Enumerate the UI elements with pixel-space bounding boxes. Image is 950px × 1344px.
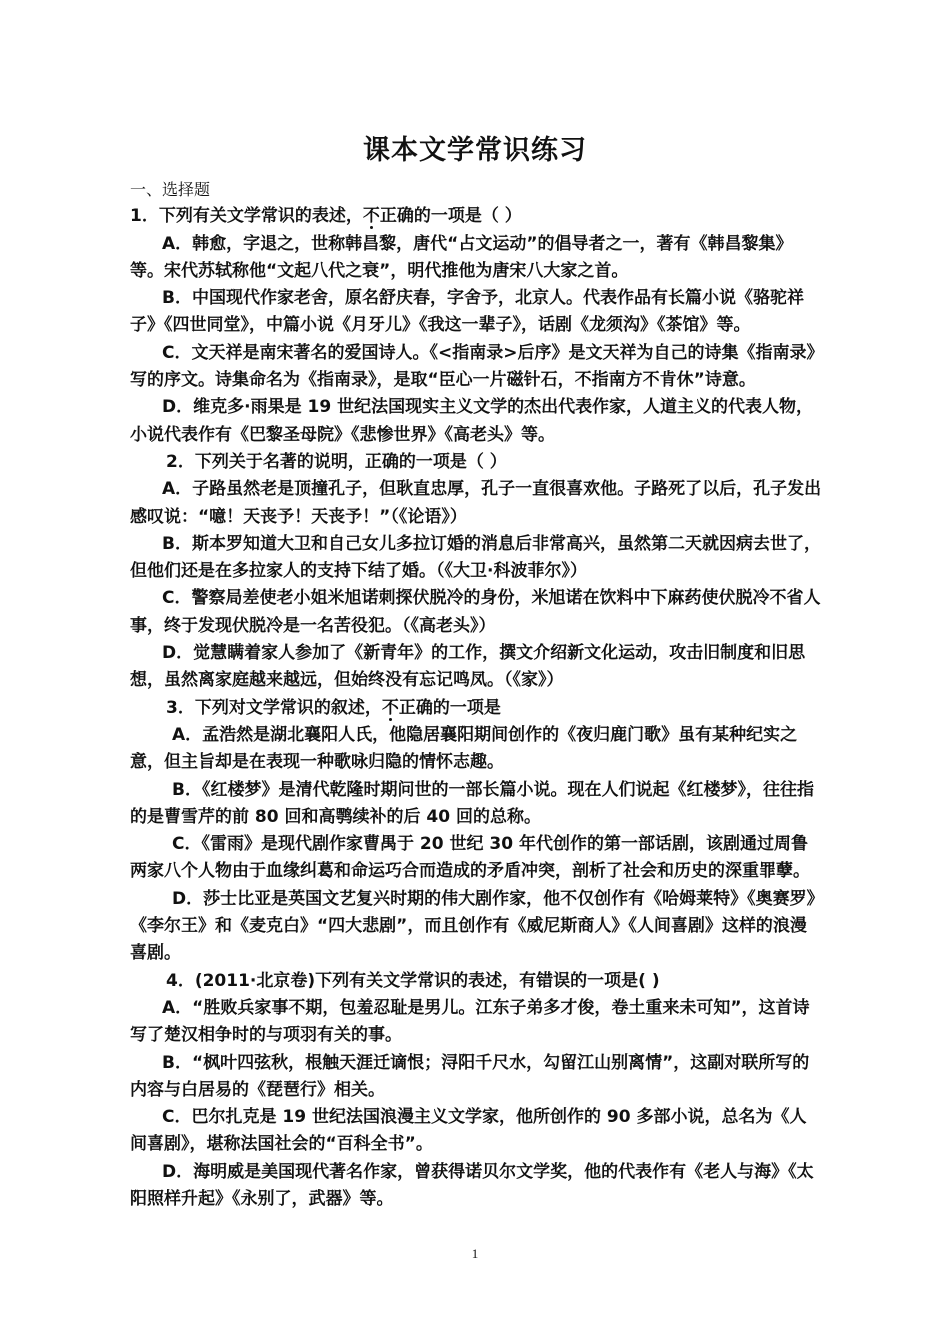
option-b: B．《红楼梦》是清代乾隆时期问世的一部长篇小说。现在人们说起《红楼梦》，往往指的是曹雪芹的前 80 回和高鹗续补的后 40 回的总称。 <box>130 779 814 827</box>
option-c: C．《雷雨》是现代剧作家曹禺于 20 世纪 30 年代创作的第一部话剧，该剧通过周鲁两家八个人物由于血缘纠葛和命运巧合而造成的矛盾冲突，剖析了社会和历史的深重罪孽。 <box>130 834 810 882</box>
question-4 <box>130 968 822 1214</box>
page-title: 课本文学常识练习 <box>363 135 587 166</box>
option-a: A．韩愈，字退之，世称韩昌黎，唐代“占文运动”的倡导者之一，著有《韩昌黎集》等。宋代苏轼称他“文起八代之衰”，明代推他为唐宋八大家之首。 <box>130 233 793 281</box>
option-a: A．孟浩然是湖北襄阳人氏，他隐居襄阳期间创作的《夜归鹿门歌》虽有某种纪实之意，但主旨却是在表现一种歌咏归隐的情怀志趣。 <box>130 724 798 773</box>
question-1 <box>130 203 822 449</box>
option-d: D．觉慧瞒着家人参加了《新青年》的工作，撰文介绍新文化运动，攻击旧制度和旧思想，虽然离家庭越来越远，但始终没有忘记鸣凤。（《家》） <box>130 643 806 691</box>
option-a: A．子路虽然老是顶撞孔子，但耿直忠厚，孔子一直很喜欢他。子路死了以后，孔子发出感叹说：“噫！天丧予！天丧予！”（《论语》） <box>130 479 822 527</box>
option-b: B．中国现代作家老舍，原名舒庆春，字舍予，北京人。代表作品有长篇小说《骆驼祥子》《四世同堂》，中篇小说《月牙儿》《我这一辈子》，话剧《龙须沟》《茶馆》等。 <box>130 288 804 336</box>
question-2 <box>130 449 822 695</box>
question-3 <box>130 695 822 968</box>
question-stem: 3．下列对文学常识的叙述，不正确的一项是 <box>166 697 501 718</box>
option-c: C．警察局差使老小姐米旭诺刺探伏脱冷的身份，米旭诺在饮料中下麻药使伏脱冷不省人事，终于发现伏脱冷是一名苦役犯。（《高老头》） <box>130 588 821 636</box>
option-d: D．海明威是美国现代著名作家，曾获得诺贝尔文学奖，他的代表作有《老人与海》《太阳照样升起》《永别了，武器》等。 <box>130 1161 814 1209</box>
option-d: D．维克多·雨果是 19 世纪法国现实主义文学的杰出代表作家，人道主义的代表人物，小说代表作有《巴黎圣母院》《悲惨世界》《高老头》等。 <box>130 397 814 445</box>
section-heading: 一、选择题 <box>130 180 211 199</box>
emphasis-dot-char: 不 <box>381 697 399 718</box>
option-c: C．巴尔扎克是 19 世纪法国浪漫主义文学家，他所创作的 90 多部小说，总名为《人间喜剧》，堪称法国社会的“百科全书”。 <box>130 1107 807 1155</box>
question-stem: 2．下列关于名著的说明，正确的一项是（ ） <box>166 451 507 472</box>
question-stem: 4．(2011·北京卷)下列有关文学常识的表述，有错误的一项是( ) <box>166 970 660 991</box>
emphasis-dot-char: 不 <box>362 206 380 227</box>
page-number: 1 <box>471 1246 479 1261</box>
option-d: D．莎士比亚是英国文艺复兴时期的伟大剧作家，他不仅创作有《哈姆莱特》《奥赛罗》《李尔王》和《麦克白》“四大悲剧”，而且创作有《威尼斯商人》《人间喜剧》这样的浪漫喜剧。 <box>130 888 816 964</box>
option-b: B．“枫叶四弦秋，根触天涯迁谪恨；浔阳千尺水，勾留江山别离情”，这副对联所写的内容与白居易的《琵琶行》相关。 <box>130 1052 810 1100</box>
document-body <box>130 176 822 1213</box>
option-c: C．文天祥是南宋著名的爱国诗人。《<指南录>后序》是文天祥为自己的诗集《指南录》写的序文。诗集命名为《指南录》，是取“臣心一片磁针石，不指南方不肯休”诗意。 <box>130 342 815 391</box>
question-stem: 1．下列有关文学常识的表述，不正确的一项是（ ） <box>130 206 522 227</box>
option-a: A．“胜败兵家事不期，包羞忍耻是男儿。江东子弟多才俊，卷土重来未可知”，这首诗写了楚汉相争时的与项羽有关的事。 <box>130 997 810 1046</box>
option-b: B．斯本罗知道大卫和自己女儿多拉订婚的消息后非常高兴，虽然第二天就因病去世了，但他们还是在多拉家人的支持下结了婚。（《大卫·科波菲尔》） <box>130 533 821 582</box>
